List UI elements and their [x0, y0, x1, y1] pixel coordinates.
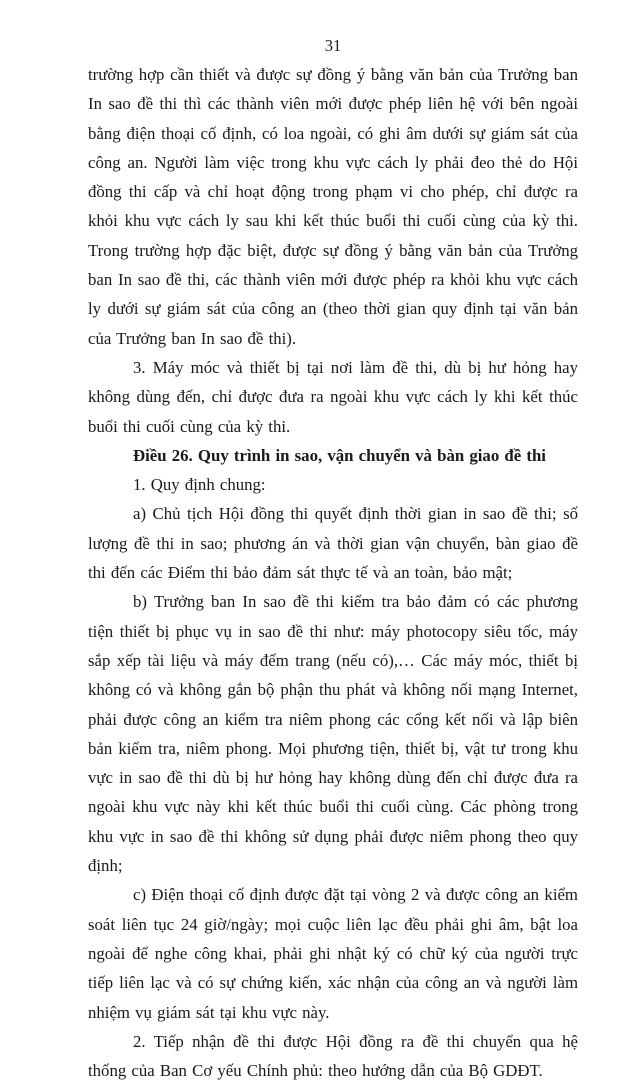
- paragraph-continuation: trường hợp cần thiết và được sự đồng ý bằng văn bản của Trưởng ban In sao đề thi thì các thành viên mới được phép liên hệ với bên ngoài bằng điện thoại cố định, có loa ngoài, có ghi âm dưới sự giám sát của công an. Người làm việc trong khu vực cách ly phải đeo thẻ do Hội đồng thi cấp và chỉ hoạt động trong phạm vi cho phép, chỉ được ra khỏi khu vực cách ly sau khi kết thúc buổi thi cuối cùng của kỳ thi. Trong trường hợp đặc biệt, được sự đồng ý bằng văn bản của Trưởng ban In sao đề thi, các thành viên mới được phép ra khỏi khu vực cách ly dưới sự giám sát của công an (theo thời gian quy định tại văn bản của Trưởng ban In sao đề thi).: [88, 65, 578, 348]
- paragraph-point-c: c) Điện thoại cố định được đặt tại vòng 2 và được công an kiểm soát liên tục 24 giờ/ngày; mọi cuộc liên lạc đều phải ghi âm, bật loa ngoài để nghe công khai, phải ghi nhật ký có chữ ký của người trực tiếp liên lạc và có sự chứng kiến, xác nhận của công an và người làm nhiệm vụ giám sát tại khu vực này.: [88, 885, 578, 1022]
- page-number: 31: [324, 36, 342, 55]
- paragraph-point-a: a) Chủ tịch Hội đồng thi quyết định thời gian in sao đề thi; số lượng đề thi in sao; phương án và thời gian vận chuyển, bàn giao đề thi đến các Điểm thi bảo đảm sát thực tế và an toàn, bảo mật;: [88, 504, 578, 583]
- paragraph-point-b: b) Trưởng ban In sao đề thi kiểm tra bảo đảm có các phương tiện thiết bị phục vụ in sao đề thi như: máy photocopy siêu tốc, máy sắp xếp tài liệu và máy đếm trang (nếu có),… Các máy móc, thiết bị không có và không gắn bộ phận thu phát và không nối mạng Internet, phải được công an kiểm tra niêm phong các cổng kết nối và lập biên bản kiểm tra, niêm phong. Mọi phương tiện, thiết bị, vật tư trong khu vực in sao đề thi dù bị hư hỏng hay không dùng đến chỉ được đưa ra ngoài khu vực này khi kết thúc buổi thi cuối cùng. Các phòng trong khu vực in sao đề thi không sử dụng phải được niêm phong theo quy định;: [88, 592, 578, 876]
- article-26-heading: Điều 26. Quy trình in sao, vận chuyển và bàn giao đề thi: [133, 445, 546, 465]
- paragraph-clause-1: 1. Quy định chung:: [133, 475, 266, 495]
- paragraph-clause-2: 2. Tiếp nhận đề thi được Hội đồng ra đề thi chuyển qua hệ thống của Ban Cơ yếu Chính phủ: theo hướng dẫn của Bộ GDĐT.: [88, 1031, 578, 1081]
- paragraph-clause-3: 3. Máy móc và thiết bị tại nơi làm đề thi, dù bị hư hỏng hay không dùng đến, chỉ được đưa ra ngoài khu vực cách ly khi kết thúc buổi thi cuối cùng của kỳ thi.: [88, 357, 578, 436]
- document-body: [88, 60, 578, 1085]
